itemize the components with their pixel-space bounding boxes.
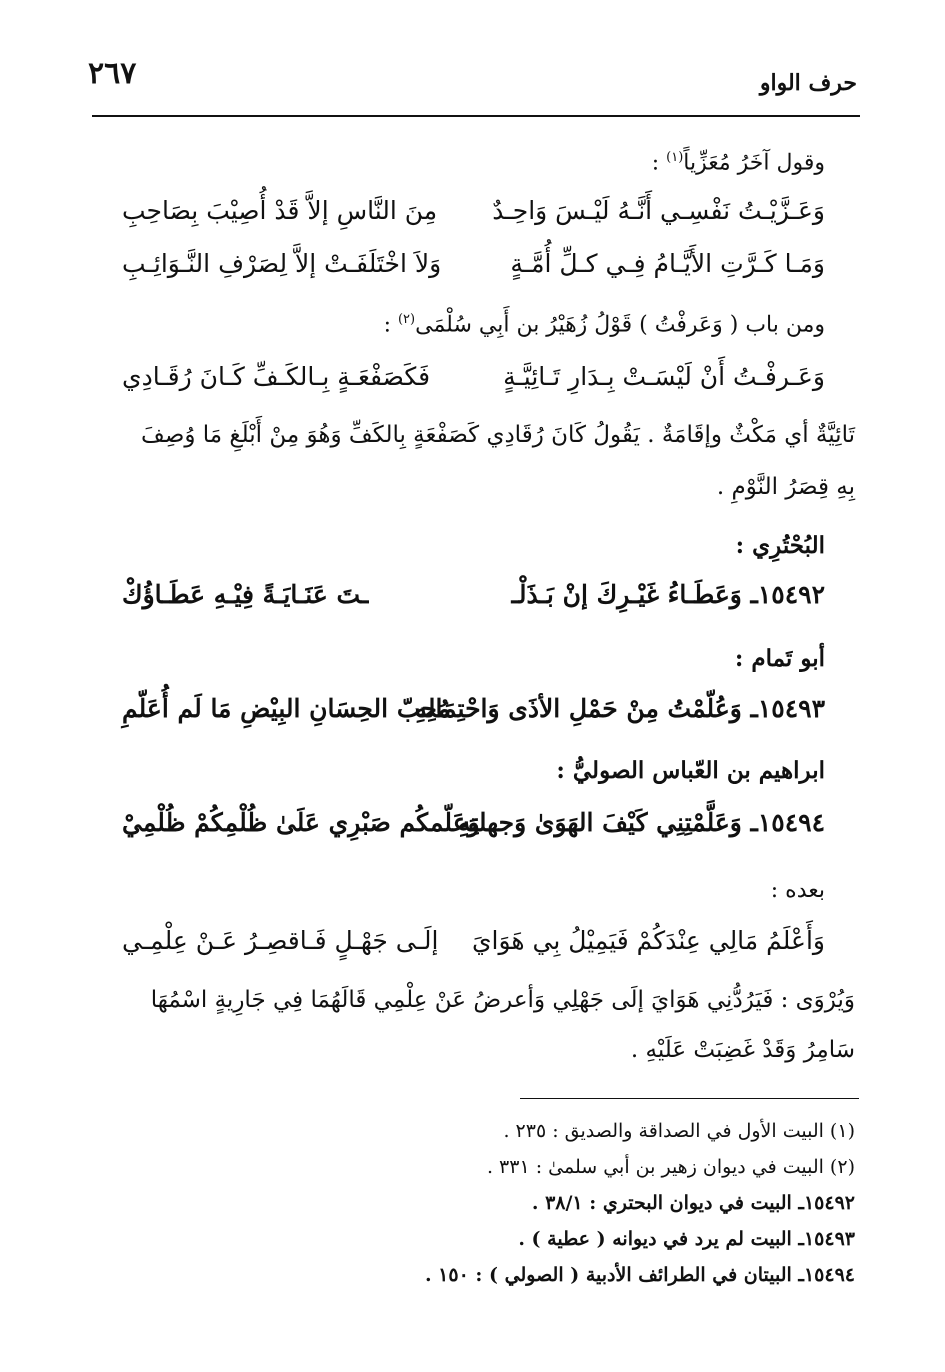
footnote-15494: ١٥٤٩٤ـ البيتان في الطرائف الأدبية ( الصولي ) : ١٥٠ . <box>424 1264 855 1286</box>
explanation-1-line-2: بِهِ قِصَرُ النَّوْمِ . <box>716 474 855 500</box>
poet-name-buhturi: البُحْتُرِي : <box>735 532 825 559</box>
explanation-2-line-1: وَيُرْوَى : فَيَرُدُّنِي هَوَايَ إلَى جَهْلِي وَأعرضُ عَنْ عِلْمِي قَالَهُمَا فِي جَارِيةٍ اسْمُهَا <box>150 987 855 1013</box>
verse-15492-second-hemistich: ـتَ عَنَـايَـةً فِيْـهِ عَطَـاؤُكْ <box>122 580 369 609</box>
footnote-15492: ١٥٤٩٢ـ البيت في ديوان البحتري : ٣٨/١ . <box>531 1192 855 1214</box>
intro-line-1 <box>652 150 825 175</box>
verse-1-second-hemistich: مِنَ النَّاسِ إلاَّ قَدْ أُصِيْبَ بِصَاحِبِ <box>122 196 438 225</box>
verse-15493-second-hemistich: مُحبّ الحِسَانِ البِيْضِ مَا لَم أُعَلّمِ <box>122 694 451 723</box>
verse-15492-first-hemistich: ١٥٤٩٢ـ وَعَطَـاءُ غَيْـرِكَ إنْ بَـذَلْـ <box>511 580 825 609</box>
footnote-2: (٢) البيت في ديوان زهير بن أبي سلمىٰ : ٣٣١ . <box>486 1156 855 1178</box>
poet-name-suli: ابراهيم بن العّباس الصوليُّ : <box>556 757 825 784</box>
verse-3-first-hemistich: وَعَـرفْـتُ أَنْ لَيْسَـتْ بِـدَارِ تَـائِيَّـةٍ <box>503 362 825 391</box>
intro-1-text: وقول آخَرُ مُعَزِّياً <box>683 150 825 176</box>
intro-2-colon: : <box>383 312 398 338</box>
poet-name-abu-tammam: أبو تَمام : <box>734 645 825 672</box>
verse-15494-first-hemistich: ١٥٤٩٤ـ وَعَلَّمْتِنِي كَيْفَ الهَوَىٰ وَجهلتِهِ <box>457 808 825 837</box>
intro-1-colon: : <box>651 150 667 176</box>
verse-15493-first-hemistich: ١٥٤٩٣ـ وَعُلّمْتُ مِنْ حَمْلِ الأذَى وَاحْتِمَالِهِ <box>414 694 825 723</box>
verse-7-first-hemistich: وَأَعْلَمُ مَالِي عِنْدَكُمْ فَيَمِيْلُ بِي هَوَايَ <box>471 926 825 955</box>
header-rule <box>92 115 860 117</box>
verse-15494-second-hemistich: وَعَلّمكُم صَبْرِي عَلَىٰ ظُلْمِكُمْ ظُلْمِيْ <box>122 808 480 837</box>
intro-line-2 <box>384 312 825 337</box>
verse-2-second-hemistich: وَلاَ اخْتَلَفَـتْ إلاَّ لِصَرْفِ النَّـوَائِـبِ <box>122 249 442 278</box>
verse-7-second-hemistich: إلَـى جَهْـلٍ فَـاقصِـرُ عَـنْ عِلْمِـي <box>122 926 439 955</box>
footnote-ref-2: (٢) <box>397 312 416 327</box>
footnote-1: (١) البيت الأول في الصداقة والصديق : ٢٣٥ . <box>503 1120 855 1142</box>
verse-2-first-hemistich: وَمَـا كَـرَّتِ الأَيَّـامُ فِـي كـلِّ أُمَّـةٍ <box>510 249 825 278</box>
page-number: ٢٦٧ <box>88 56 137 91</box>
footnote-15493: ١٥٤٩٣ـ البيت لم يرد في ديوانه ( عطية ) . <box>518 1228 855 1250</box>
explanation-1-line-1: تَائِيَّةٌ أي مَكْثٌ وإقَامَةٌ . يَقُولُ كَانَ رُقَادِي كَصَفْعَةٍ بِالكَفِّ وَهُوَ مِنْ أَبْلَغِ مَا وُصِفَ <box>141 422 855 448</box>
intro-2-text: ومن باب ( وَعَرفْتُ ) قَوْلُ زُهَيْرُ بن أَبِي سُلْمَى <box>415 312 825 338</box>
after-label: بعده : <box>770 878 825 903</box>
chapter-title: حرف الواو <box>759 70 857 96</box>
verse-1-first-hemistich: وَعَـزَّيْـتُ نَفْسِـي أَنَّـهُ لَيْـسَ وَاحِـدٌ <box>492 196 825 225</box>
verse-3-second-hemistich: فَكَصَفْعَـةٍ بِـالكَـفِّ كَـانَ رُقَـادِي <box>122 362 431 391</box>
footnote-rule <box>520 1098 859 1099</box>
footnote-ref-1: (١) <box>666 150 684 165</box>
explanation-2-line-2: سَامِرُ وَقَدْ غَضِبَتْ عَلَيْهِ . <box>630 1037 855 1063</box>
